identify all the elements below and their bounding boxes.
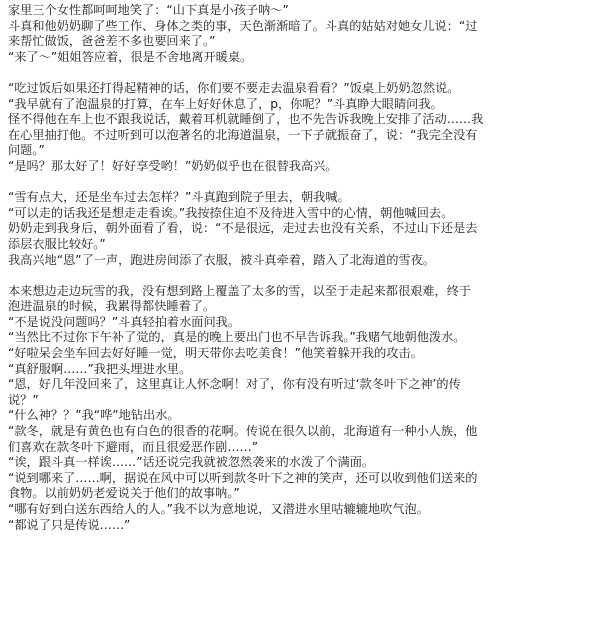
text-line: “真舒服啊……”我把头埋进水里。 [8,361,192,376]
text-line: 本来想边走边玩雪的我，没有想到路上覆盖了太多的雪，以至于走起来都很艰难，终于 [8,283,472,298]
text-line: 泡进温泉的时候，我累得都快睡着了。 [8,299,216,314]
text-line: “款冬，就是有黄色也有白色的很香的花啊。传说在很久以前，北海道有一种小人族，他 [8,424,478,439]
text-line: “雪有点大，还是坐车过去怎样？”斗真跑到院子里去，朝我喊。 [8,190,350,205]
text-line: “来了～”姐姐答应着，很是不舍地离开暖桌。 [8,49,253,64]
text-line: “哪有好到白送东西给人的人。”我不以为意地说，又潜进水里咕辘辘地吹气泡。 [8,502,429,516]
text-line: “不是说没问题吗？”斗真轻拍着水面问我。 [8,314,241,329]
text-line: 我高兴地“恩”了一声，跑进房间添了衣服，被斗真牵着，踏入了北海道的雪夜。 [8,252,436,267]
paragraph-gap [8,65,586,81]
text-line: “都说了只是传说……” [8,517,131,532]
text-line: “当然比不过你下午补了觉的，真是的晚上要出门也不早告诉我。”我赌气地朝他泼水。 [8,330,466,345]
text-line: “是吗？那太好了！好好享受哟！”奶奶似乎也在很替我高兴。 [8,158,338,173]
text-line: 在心里抽打他。不过听到可以泡著名的北海道温泉，一下子就振奋了，说：“我完全没有 [8,127,478,142]
paragraph-gap [8,268,586,284]
text-line: “恩，好几年没回来了，这里真让人怀念啊！对了，你有没有听过‘款冬叶下之神’的传 [8,377,461,392]
paragraph-gap [8,175,586,191]
text-line: 食物。以前奶奶老爱说关于他们的故事呐。” [8,486,240,501]
text-line: “好啦呆会坐车回去好好睡一觉，明天带你去吃美食！”他笑着躲开我的攻击。 [8,346,423,361]
text-line: 怪不得他在车上也不跟我说话，戴着耳机就睡倒了，也不先告诉我晚上安排了活动……我 [8,112,484,127]
text-line: “诶，跟斗真一样诶……”话还说完我就被忽然袭来的水泼了个满面。 [8,455,375,470]
text-line: “吃过饭后如果还打得起精神的话，你们要不要走去温泉看看？”饭桌上奶奶忽然说。 [8,80,460,95]
text-line: 来帮忙做饭，爸爸差不多也要回来了。” [8,34,216,49]
text-line: 问题。” [8,143,45,158]
text-line: 斗真和他奶奶聊了些工作、身体之类的事，天色渐渐暗了。斗真的姑姑对她女儿说：“过 [8,18,478,33]
text-line: 家里三个女性都呵呵地笑了：“山下真是小孩子呐～” [8,3,289,17]
text-line: “可以走的话我还是想走走看诶。”我按捺住迫不及待进入雪中的心情，朝他喊回去。 [8,205,454,220]
text-line: “说到哪来了……啊，据说在风中可以听到款冬叶下之神的笑声，还可以收到他们送来的 [8,470,478,485]
text-line: 添层衣服比较好。” [8,236,106,251]
text-line: 们喜欢在款冬叶下避雨，而且很爱恶作剧……” [8,439,259,454]
text-line: 奶奶走到我身后，朝外面看了看，说：“不是很远，走过去也没有关系，不过山下还是去 [8,221,478,236]
text-line: “我早就有了泡温泉的打算，在车上好好休息了，p，你呢？”斗真睁大眼睛问我。 [8,96,443,111]
text-line: “什么神？？”我“哗”地钻出水。 [8,408,180,423]
text-line: 说？” [8,392,39,407]
